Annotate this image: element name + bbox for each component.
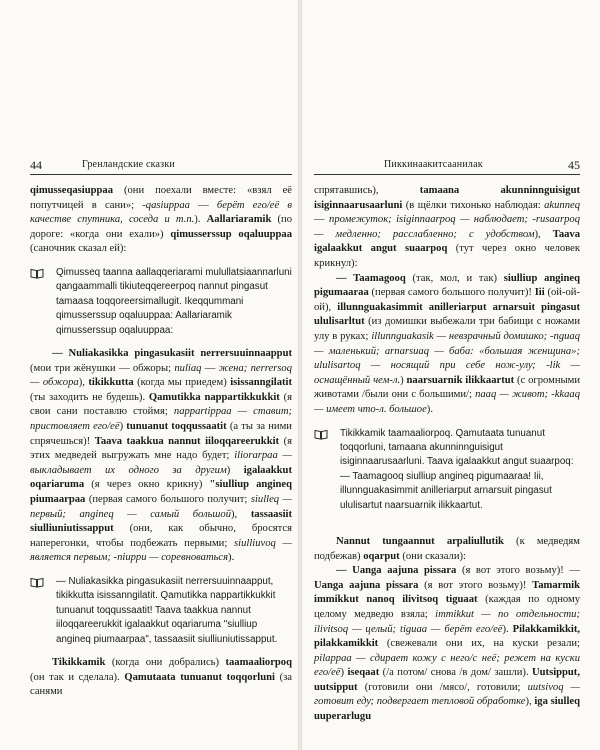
text-bold: Tikikkamik (52, 656, 106, 668)
body-text (30, 184, 292, 700)
glossary-text: — Nuliakasikka pingasukasiit nerrersuuinnaapput, tikikkutta isissanngilatit. Qamutikka nappartikkukkit tunuanut toqqussaatit! Taava taakkua nannut iiloqqareerukkit igalaakkut oqariaruma "siulliup angineq piumaarpaa", tassaasiit siulliuniutissapput. (56, 575, 278, 645)
page-number: 44 (30, 158, 42, 172)
text: (первая самого большого получит; (85, 493, 251, 505)
text-bold: "siulliup angineq piumaarpaa (30, 479, 293, 505)
paragraph (314, 564, 580, 725)
right-page (302, 0, 600, 750)
text: ), (534, 228, 553, 240)
text-italic: nappartippaa — ставит; пристовляет его/её (30, 406, 293, 432)
text-bold: — Taamagooq (336, 272, 406, 284)
text-bold: Aallariaramik (206, 214, 272, 226)
text: (я через окно крикну) (84, 479, 210, 491)
page-header (314, 158, 580, 175)
text-bold: Qamutikka nappartikkukkit (148, 391, 280, 403)
text-bold: isissanngilatit (230, 377, 293, 389)
text: ), (78, 377, 89, 389)
text: (я свои сани поставлю стоймя; (30, 391, 292, 418)
glossary-paragraph (30, 575, 292, 647)
text-bold: qimusseqasiuppaa (30, 185, 114, 196)
text: (в щёлки тихонько наблюдая: (402, 199, 545, 211)
text: (с огромными животами /были они с большими/; (314, 374, 580, 401)
text-italic: siulleq — первый; angineq — самый большой (30, 493, 292, 520)
text-bold: Tamarmik immikkut nanoq ilivitsoq tiguaat (314, 579, 580, 606)
text-bold: oqarput (363, 550, 400, 562)
text: (я вот этого возьму)! — (456, 565, 580, 577)
running-head: Пиккинаакитсаанилак (384, 159, 483, 170)
text-bold: Iii (534, 287, 545, 299)
text: (они поехали вместе: «взял её попутчицей в сани»; (30, 185, 292, 211)
left-page (0, 0, 298, 750)
text: ) (119, 420, 127, 432)
text: (мои три жёнушки — обжоры; (30, 362, 175, 374)
text-bold: — Uanga aajuna pissara (336, 565, 457, 577)
glossary-text: Qimusseq taanna aallaqqeriarami mulullatsiaannarluni qangaammalli tikiuteqqereerpoq nannut pingasut tamaasa toqqoreersimallugit. Ikeqqummani qimusserssup oqaluuppaa: Aallariaramik qimusserssup oqaluuppaa: (56, 266, 292, 336)
text: ) (340, 667, 348, 679)
text-bold: Pilakkamikkit, pilakkamikkit (314, 623, 581, 650)
text-bold: Qamutaata tunuanut toqqorluni (124, 671, 275, 683)
text-italic: iliorarpaa — выкладывает их одного за другим (30, 450, 292, 476)
text-italic: immikkut — по отдельности; ilivitsoq — целый; tiguaa — берёт его/её (314, 608, 580, 635)
book-icon (314, 429, 328, 440)
paragraph (314, 272, 580, 418)
text-bold: iga siulleq uuperarlugu (314, 696, 581, 723)
text-bold: Uutsipput, uutsipput (314, 667, 580, 693)
text: (когда они добрались) (105, 656, 226, 668)
glossary-text: Tikikkamik taamaaliorpoq. Qamutaata tunuanut toqqorluni, tamaana akunninnguisigut isiginnaarusaarluni. Taava igalaakkut angut suaarpoq: — Taamagooq siulliup angineq pigumaaraa! Iii, illunnguakasimmit anilleriarput arnarsuit pingasut ululisartut naarsuarnik ilikkaartut. (340, 427, 574, 511)
text: (каждая по одному целому медведю взяла; (314, 594, 580, 620)
text: (за санями (30, 671, 292, 698)
text: спрятавшись), (314, 185, 420, 196)
text: — (201, 362, 219, 374)
text-bold: Uanga aajuna pissara (314, 579, 419, 591)
text: (готовили они /мясо/, готовили; (357, 681, 528, 693)
text: (тут через окно человек крикнул): (314, 243, 580, 269)
glossary-paragraph (314, 427, 580, 513)
text-bold: — Nuliakasikka pingasukasiit nerrersuuinnaapput (52, 348, 292, 359)
text: — (189, 199, 217, 211)
text-bold: igalaakkut oqariaruma (30, 464, 292, 491)
book-icon (30, 268, 44, 279)
text: (так, мол, и так) (405, 272, 504, 284)
text: ), (525, 696, 535, 708)
text-italic: siulliuvoq — является первым; -niuppu — соревноваться (30, 537, 292, 564)
text: (ты заходить не будешь). (30, 391, 149, 403)
text-bold: naarsuarnik ilikkaartut (406, 374, 515, 386)
text-bold: tassaasiit siulliuniutissapput (30, 508, 293, 535)
text-italic: uutsivoq — готовит еду; подвергает тепловой обработке (314, 681, 581, 708)
text-italic: берёт его/её в качестве спутника, соседа и т.п. (30, 199, 292, 226)
text-bold: tikikkutta (88, 377, 134, 389)
text: ) (226, 464, 244, 476)
paragraph (30, 656, 292, 700)
text: ). (194, 214, 207, 226)
text: (из домишки выбежали три бабищи с ножами улу в руках; (314, 316, 580, 342)
book-icon (30, 577, 44, 588)
text: (они сказали): (399, 550, 466, 562)
text: ) (400, 374, 407, 386)
text: (я вот этого возьму)! (418, 579, 533, 591)
text: — (314, 214, 330, 226)
body-text (314, 184, 580, 725)
text: (они, как обычно, бросятся наперегонки, чтобы подбежать первыми; (30, 523, 292, 549)
text: (а ты за ними спрячешься)! (30, 420, 292, 447)
text-italic: жена; nerrersoq — обжора (30, 362, 292, 389)
text-bold: illunnguakasimmit anilleriarput arnarsuit pingasut ululisarltut (314, 301, 580, 328)
page-header (30, 158, 292, 175)
text-bold: Nannut tungaannut arpaliullutik (336, 535, 504, 547)
text-bold: siulliup angineq pigumaaraa (314, 272, 580, 299)
text-italic: nuliaq (174, 362, 202, 374)
paragraph (30, 347, 292, 566)
text-italic: -qasiuppaa (142, 199, 190, 211)
text: (ой-ой-ой), (314, 287, 580, 313)
text-bold: tunuanut toqqussaatit (126, 420, 227, 432)
text: (/а потом/ снова /в дом/ зашли). (379, 667, 532, 679)
text: (я этих медведей выгружать мне надо будет; (30, 435, 292, 462)
text-italic: промежуток; isiginnaarpoq — наблюдает; -rusaarpoq — медленно; расслабленно; с удобством (314, 214, 580, 240)
text: ). (228, 552, 235, 564)
text: ), (231, 508, 251, 520)
paragraph (314, 535, 580, 564)
text: (он так и сделала). (30, 671, 125, 683)
text-bold: Taava igalaakkut angut suaarpoq (314, 228, 581, 255)
text: (первая самого большого получит)! (368, 287, 535, 299)
paragraph (30, 184, 292, 257)
paragraph (314, 184, 580, 272)
page-number: 45 (568, 158, 580, 172)
text: (по дороге: «когда они ехали») (30, 214, 292, 240)
text-italic: naaq — живот; -kkaaq — имеет что-л. большое (314, 389, 580, 415)
text-bold: Taava taakkua nannut iiloqqareerukkit (94, 435, 280, 447)
text: (саночник сказал ей): (30, 243, 127, 255)
text: (свежевали они их, на куски резали; (378, 638, 580, 650)
text: ). (426, 403, 433, 415)
text-italic: akunneq (544, 199, 580, 211)
text-bold: taamaaliorpoq (225, 656, 292, 668)
text-bold: qimusserssup oqaluuppaa (170, 228, 292, 240)
text: (к медведям подбежав) (314, 535, 580, 562)
glossary-paragraph (30, 266, 292, 338)
text-italic: pilappaa — сдирает кожу с него/с неё; режет на куски его/её (314, 652, 580, 679)
text: (когда мы приедем) (133, 377, 231, 389)
running-head: Гренландские сказки (82, 159, 175, 170)
text-bold: iseqaat (347, 667, 380, 679)
text: ). (502, 623, 513, 635)
text-italic: illunnguakasik — невзрачный домишко; -nguaq — маленький; arnarsuaq — баба: «большая женщина»; ululisartoq — носящий при себе нож-улу; -lik — оснащённый чем-л. (314, 330, 581, 386)
text-bold: tamaana akunninnguisigut isiginnaarusaarluni (314, 185, 580, 211)
